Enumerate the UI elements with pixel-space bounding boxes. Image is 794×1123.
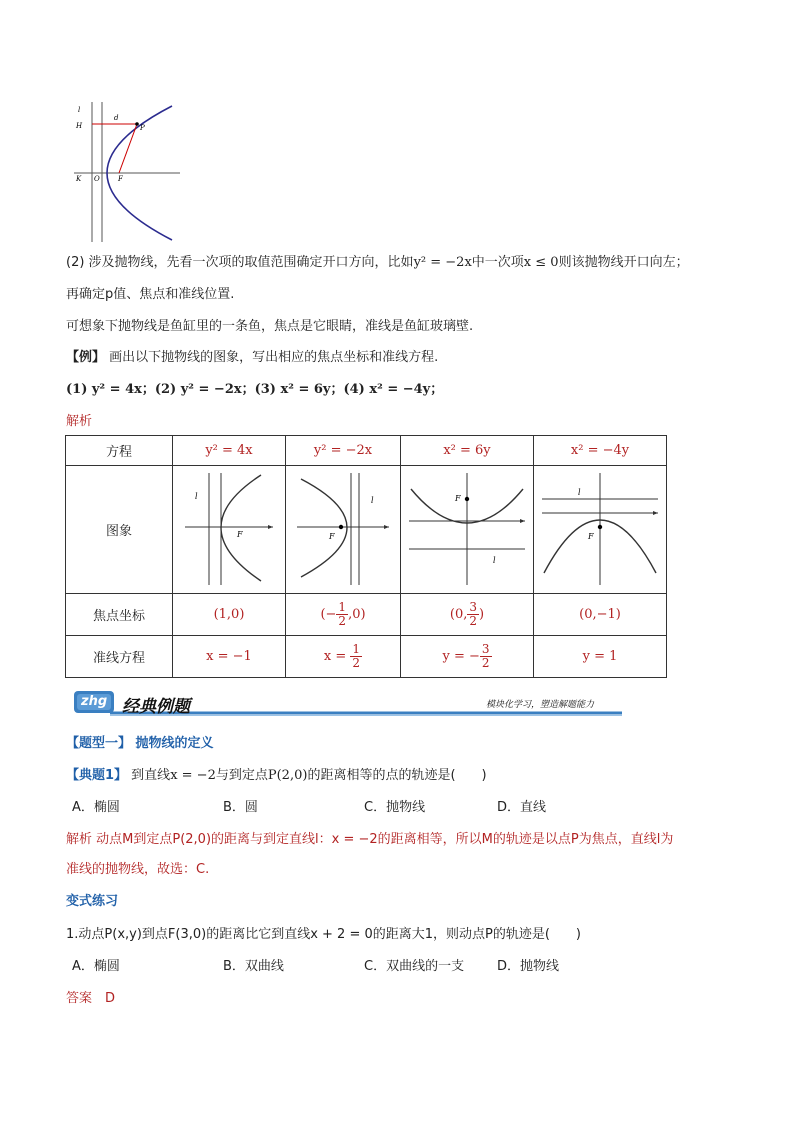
- graph-3-cell: [401, 466, 534, 594]
- svg-text:l: l: [371, 495, 374, 505]
- equation-3: x² = 6y: [401, 436, 534, 466]
- q2-option-c: C．双曲线的一支: [364, 959, 465, 974]
- svg-text:l: l: [578, 487, 581, 497]
- solution-1-line1: [66, 828, 673, 847]
- svg-text:l: l: [493, 555, 496, 565]
- section-banner: [74, 690, 622, 716]
- label-l: l: [78, 106, 81, 114]
- q2-option-a: A．椭圆: [72, 959, 120, 974]
- row-label-equation: 方程: [66, 436, 173, 466]
- label-p: P: [140, 124, 145, 132]
- type1-heading: 【题型一】 抛物线的定义: [66, 736, 214, 751]
- directrix-3: y = − $\frac{3}{2}$: [401, 636, 534, 678]
- question-1: 【典题1】 到直线x = −2与到定点P(2,0)的距离相等的点的轨迹是( ): [66, 768, 487, 783]
- row-label-graph: 图象: [66, 466, 173, 594]
- banner-title: 经典例题: [122, 697, 190, 717]
- svg-text:F: F: [329, 531, 335, 541]
- distance-pf-segment: [119, 124, 137, 173]
- svg-text:l: l: [195, 491, 198, 501]
- label-h: H: [76, 122, 83, 130]
- label-k: K: [76, 175, 82, 183]
- focus-3: (0, $\frac{3}{2}$ ): [401, 594, 534, 636]
- graph-4-cell: [534, 466, 667, 594]
- label-o: O: [94, 175, 100, 183]
- example-items: (1) y² = 4x；(2) y² = −2x；(3) x² = 6y；(4) x² = −4y；: [66, 382, 444, 397]
- q2-option-d: D．抛物线: [497, 959, 560, 974]
- example-tag: 【例】: [66, 350, 106, 365]
- solution-table: [65, 435, 667, 678]
- answer-line: [66, 987, 115, 1006]
- answer-label: 答案: [66, 991, 93, 1006]
- banner-logo: zhg: [81, 694, 108, 709]
- para-opening-direction: [66, 251, 689, 270]
- svg-text:F: F: [588, 531, 594, 541]
- q1-tag: 【典题1】: [66, 768, 128, 783]
- q1-option-b: B．圆: [223, 800, 258, 815]
- directrix-1: x = −1: [173, 636, 286, 678]
- q1-option-d: D．直线: [497, 800, 547, 815]
- label-d: d: [114, 114, 119, 122]
- sol1-text: 动点M到定点P(2,0)的距离与到定直线l：x = −2的距离相等，所以M的轨迹是以点P为焦点，直线l为: [92, 832, 674, 847]
- analysis-label: 解析: [66, 414, 93, 429]
- table-row-equation: [66, 436, 667, 466]
- q1-option-c: C．抛物线: [364, 800, 426, 815]
- graph-1: [181, 469, 277, 587]
- para1-prefix: (2) 涉及抛物线，先看一次项的取值范围确定开口方向，比如: [66, 255, 414, 270]
- question-2: 1.动点P(x,y)到点F(3,0)的距离比它到直线x + 2 = 0的距离大1，则动点P的轨迹是( ): [66, 927, 582, 942]
- directrix-2: x = $\frac{1}{2}$: [286, 636, 401, 678]
- row-label-focus: 焦点坐标: [66, 594, 173, 636]
- example-text: 画出以下抛物线的图象，写出相应的焦点坐标和准线方程.: [105, 350, 439, 365]
- row-label-directrix: 准线方程: [66, 636, 173, 678]
- answer-value: D: [105, 991, 116, 1006]
- focus-2: (− $\frac{1}{2}$ ,0): [286, 594, 401, 636]
- point-p: [135, 122, 139, 126]
- para1-suffix: 则该抛物线开口向左；: [558, 255, 689, 270]
- table-row-graph: [66, 466, 667, 594]
- table-row-directrix: [66, 636, 667, 678]
- solution-1-line2: 准线的抛物线，故选：C.: [66, 862, 210, 877]
- equation-1: y² = 4x: [173, 436, 286, 466]
- equation-2: y² = −2x: [286, 436, 401, 466]
- banner-slogan: 模块化学习，塑造解题能力: [486, 700, 595, 710]
- para-fish-analogy: 可想象下抛物线是鱼缸里的一条鱼，焦点是它眼睛，准线是鱼缸玻璃壁.: [66, 319, 474, 334]
- graph-2: [293, 469, 393, 587]
- variant-heading: 变式练习: [66, 894, 119, 909]
- graph-2-cell: [286, 466, 401, 594]
- para1-condition: x ≤ 0: [523, 255, 559, 270]
- example-heading: [66, 346, 438, 365]
- svg-text:F: F: [237, 529, 243, 539]
- para1-mid: 中一次项: [471, 255, 524, 270]
- q2-option-b: B．双曲线: [223, 959, 284, 974]
- table-row-focus: [66, 594, 667, 636]
- sol1-label: 解析: [66, 832, 93, 847]
- focus-4: (0,−1): [534, 594, 667, 636]
- graph-1-cell: [173, 466, 286, 594]
- focus-1: (1,0): [173, 594, 286, 636]
- svg-text:F: F: [455, 493, 461, 503]
- label-f: F: [118, 175, 123, 183]
- para1-equation: y² = −2x: [413, 255, 472, 270]
- equation-4: x² = −4y: [534, 436, 667, 466]
- para1-line2: 再确定p值、焦点和准线位置.: [66, 287, 235, 302]
- graph-4: [538, 469, 662, 587]
- directrix-4: y = 1: [534, 636, 667, 678]
- top-parabola-figure: [72, 100, 182, 245]
- q1-option-a: A．椭圆: [72, 800, 120, 815]
- graph-3: [405, 469, 529, 587]
